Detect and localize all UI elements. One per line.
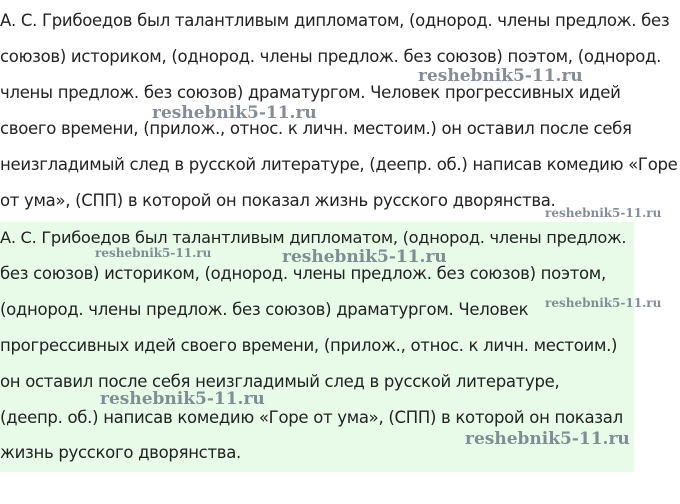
text-line: он оставил после себя неизгладимый след в русской литературе,	[0, 372, 560, 391]
text-line: жизнь русского дворянства.	[0, 443, 241, 462]
text-line: А. С. Грибоедов был талантливым дипломатом, (однород. члены предлож.	[0, 228, 627, 247]
text-line: (однород. члены предлож. без союзов) драматургом. Человек	[0, 300, 529, 319]
text-line: союзов) историком, (однород. члены предлож. без союзов) поэтом, (однород.	[0, 47, 662, 66]
text-line: своего времени, (прилож., относ. к личн. местоим.) он оставил после себя	[0, 119, 632, 138]
text-line: от ума», (СПП) в которой он показал жизнь русского дворянства.	[0, 191, 556, 210]
text-line: прогрессивных идей своего времени, (прилож., относ. к личн. местоим.)	[0, 336, 618, 355]
text-line: без союзов) историком, (однород. члены предлож. без союзов) поэтом,	[0, 264, 606, 283]
watermark: reshebnik5-11.ru	[545, 206, 662, 220]
text-line: (деепр. об.) написав комедию «Горе от ума», (СПП) в которой он показал	[0, 408, 623, 427]
watermark: reshebnik5-11.ru	[95, 246, 212, 260]
watermark: reshebnik5-11.ru	[282, 247, 447, 267]
original-text-block	[0, 0, 680, 222]
text-line: А. С. Грибоедов был талантливым дипломатом, (однород. члены предлож. без	[0, 11, 670, 30]
watermark: reshebnik5-11.ru	[100, 389, 265, 409]
text-line: члены предлож. без союзов) драматургом. Человек прогрессивных идей	[0, 83, 621, 102]
watermark: reshebnik5-11.ru	[152, 103, 317, 123]
text-line: неизгладимый след в русской литературе, (деепр. об.) написав комедию «Горе	[0, 155, 678, 174]
watermark: reshebnik5-11.ru	[545, 296, 662, 310]
watermark: reshebnik5-11.ru	[465, 429, 630, 449]
watermark: reshebnik5-11.ru	[418, 66, 583, 86]
